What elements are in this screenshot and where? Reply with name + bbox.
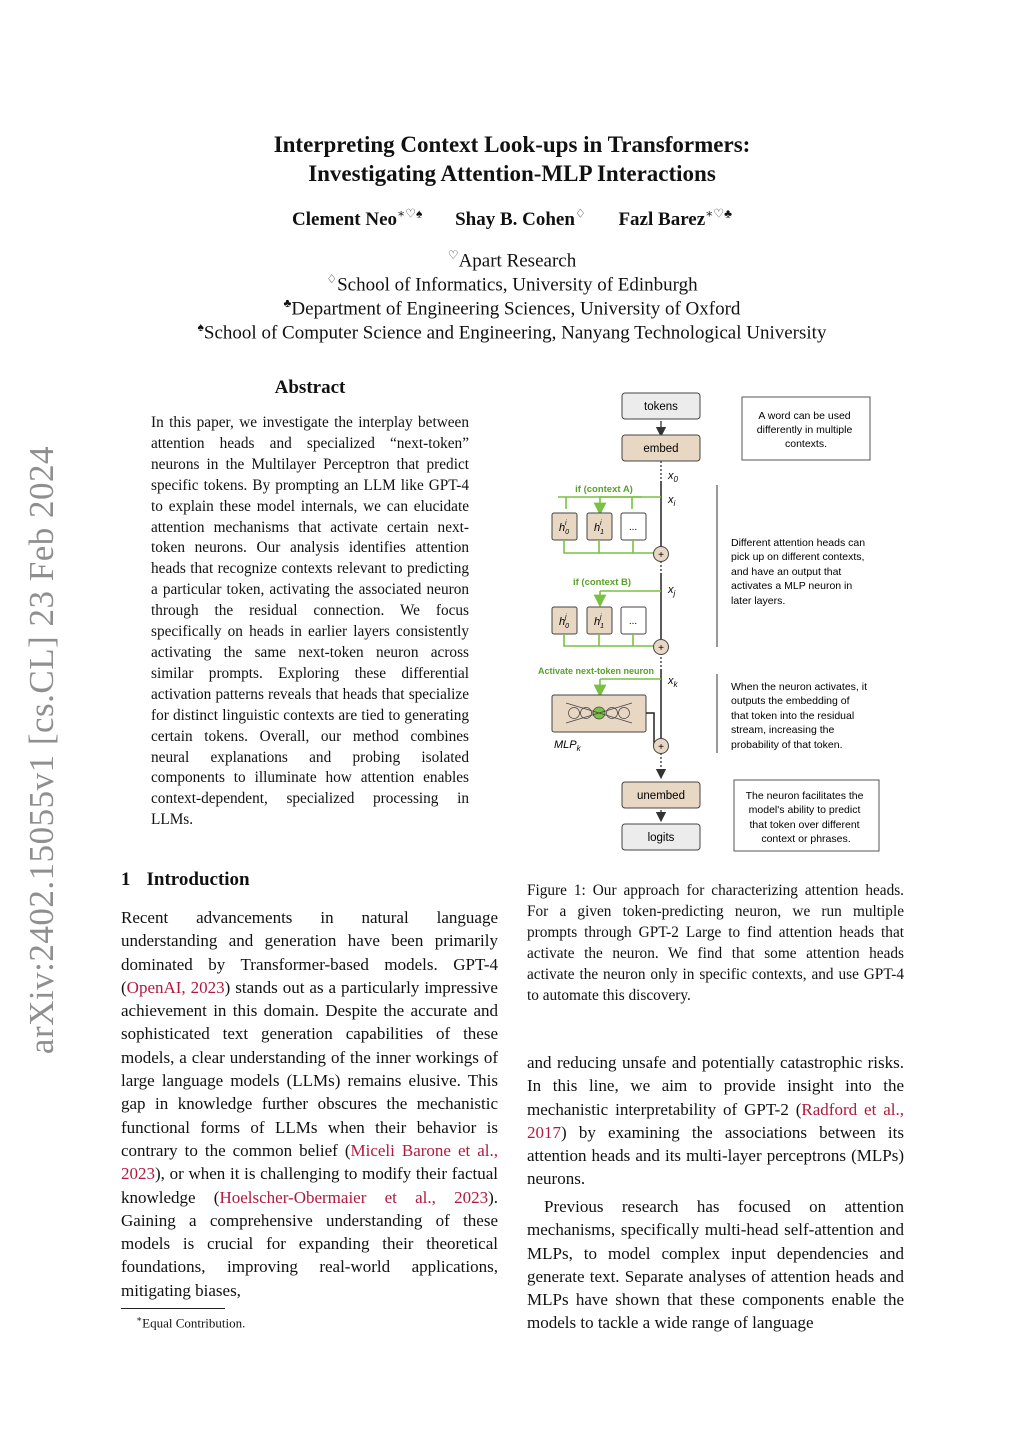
unembed-label: unembed bbox=[637, 790, 685, 802]
citation-link[interactable]: Miceli Barone et al., 2023 bbox=[121, 1140, 498, 1184]
note-1: A word can be used differently in multiple contexts. bbox=[756, 410, 853, 450]
footnote-rule bbox=[121, 1308, 225, 1309]
note-2: Different attention heads can pick up on different contexts, and have an output that activates a MLP neuron in later layers. bbox=[731, 537, 866, 607]
embed-label: embed bbox=[643, 443, 679, 455]
affiliation-3: ♣Department of Engineering Sciences, University of Oxford bbox=[283, 296, 741, 320]
title-line-1: Interpreting Context Look-ups in Transformers: bbox=[273, 132, 751, 157]
xk-label: $x_k$ bbox=[668, 675, 678, 689]
abstract-heading: Abstract bbox=[274, 377, 346, 398]
tokens-label: tokens bbox=[644, 401, 678, 413]
head-0-label-a: $h_0i$ bbox=[558, 520, 570, 536]
intro-paragraph: Recent advancements in natural language understanding and generation have been primarily dominated by Transformer-based models. GPT-4 (OpenAI, 2023) stands out as a particularly impressive achievement in this domain. Despite the accurate and sophisticated text generation capabilities of these models, a clear understanding of the inner workings of large language models (LLMs) remains elusive. This gap in knowledge further obscures the mechanistic functional forms of LLMs when their behavior is contrary to the common belief (Miceli Barone et al., 2023), or when it is challenging to modify their factual knowledge (Hoelscher-Obermaier et al., 2023). Gaining a comprehensive understanding of these models is crucial for expanding their theoretical foundations, improving real-world applications, mitigating biases, bbox=[121, 908, 498, 1300]
arxiv-stamp: arXiv:2402.15055v1 [cs.CL] 23 Feb 2024 bbox=[22, 445, 61, 1055]
head-0-label-b: $h_0j$ bbox=[558, 614, 570, 630]
activate-label: Activate next-token neuron bbox=[537, 666, 655, 676]
note-3: When the neuron activates, it outputs the embedding of that token into the residual stream, increasing the probability of that token. bbox=[731, 681, 867, 751]
figure-1-diagram bbox=[520, 385, 920, 860]
abstract-body: In this paper, we investigate the interplay between attention heads and specialized “next-token” neurons in the Multilayer Perceptron that predict specific tokens. By prompting an LLM like GPT-4 to explain these model internals, we can elucidate attention mechanisms that activate certain next-token neurons. Our analysis identifies attention heads that recognize contexts relevant to predicting a particular token, activating the associated neuron through the residual connection. We focus specifically on heads in earlier layers consistently activating the same next-token neuron across similar prompts. Exploring these differential activation patterns reveals that heads that specialize for distinct linguistic contexts are tied to generating certain tokens. Overall, our method combines neural explanations and probing isolated components to illuminate how attention enables context-dependent, specialized processing in LLMs. bbox=[151, 414, 469, 829]
citation-link[interactable]: Radford et al., 2017 bbox=[527, 1099, 904, 1142]
context-b-label: if (context B) bbox=[572, 577, 632, 588]
affiliation-4: ♠School of Computer Science and Engineering, Nanyang Technological University bbox=[197, 320, 827, 344]
paper-title bbox=[0, 130, 1024, 188]
x0-label: $x_0$ bbox=[668, 470, 678, 484]
author-2: Shay B. Cohen♢ bbox=[455, 207, 586, 231]
plus-label-2: + bbox=[658, 643, 664, 654]
author-1: Clement Neo∗♡♠ bbox=[292, 207, 423, 231]
affiliation-2: ♢School of Informatics, University of Edinburgh bbox=[326, 272, 698, 296]
right-paragraph-2: Previous research has focused on attention mechanisms, specifically multi-head self-attention and MLPs, to model complex input dependencies and generate text. Separate analyses of attention heads and MLPs have shown that these components enable the models to tackle a wide range of language bbox=[527, 1197, 904, 1333]
head-1-label-a: $h_1i$ bbox=[593, 520, 605, 536]
plus-label-3: + bbox=[658, 742, 664, 753]
right-paragraph-1: and reducing unsafe and potentially catastrophic risks. In this line, we aim to provide insight into the mechanistic interpretability of GPT-2 (Radford et al., 2017) by examining the associations between its attention heads and its multi-layer perceptrons (MLPs) neurons. bbox=[527, 1053, 904, 1189]
author-list bbox=[0, 207, 1024, 231]
affiliation-1: ♡Apart Research bbox=[447, 248, 577, 272]
footnote: ∗Equal Contribution. bbox=[136, 1314, 246, 1331]
citation-link[interactable]: OpenAI, 2023 bbox=[126, 977, 225, 997]
context-a-label: if (context A) bbox=[575, 484, 633, 495]
head-more-label-a: ... bbox=[628, 522, 638, 533]
citation-link[interactable]: Hoelscher-Obermaier et al., 2023 bbox=[219, 1187, 489, 1207]
mlp-label: $MLP_k$ bbox=[554, 739, 581, 753]
figure-caption: Figure 1: Our approach for characterizing attention heads. For a given token-predicting neuron, we run multiple prompts through GPT-2 Large to find attention heads that activate the neuron. We find that some attention heads activate the neuron only in specific contexts, and use GPT-4 to automate this discovery. bbox=[527, 882, 904, 1004]
section-heading: 1 Introduction bbox=[121, 869, 250, 890]
plus-label-1: + bbox=[658, 550, 664, 561]
logits-label: logits bbox=[647, 832, 675, 844]
xj-label: $x_j$ bbox=[668, 584, 676, 598]
head-1-label-b: $h_1j$ bbox=[593, 614, 605, 630]
note-4: The neuron facilitates the model's ability to predict that token over different context or phrases. bbox=[745, 790, 864, 845]
author-3: Fazl Barez∗♡♣ bbox=[618, 207, 732, 231]
title-line-2: Investigating Attention-MLP Interactions bbox=[308, 161, 716, 186]
xi-label: $x_i$ bbox=[668, 494, 676, 508]
head-more-label-b: ... bbox=[628, 616, 638, 627]
